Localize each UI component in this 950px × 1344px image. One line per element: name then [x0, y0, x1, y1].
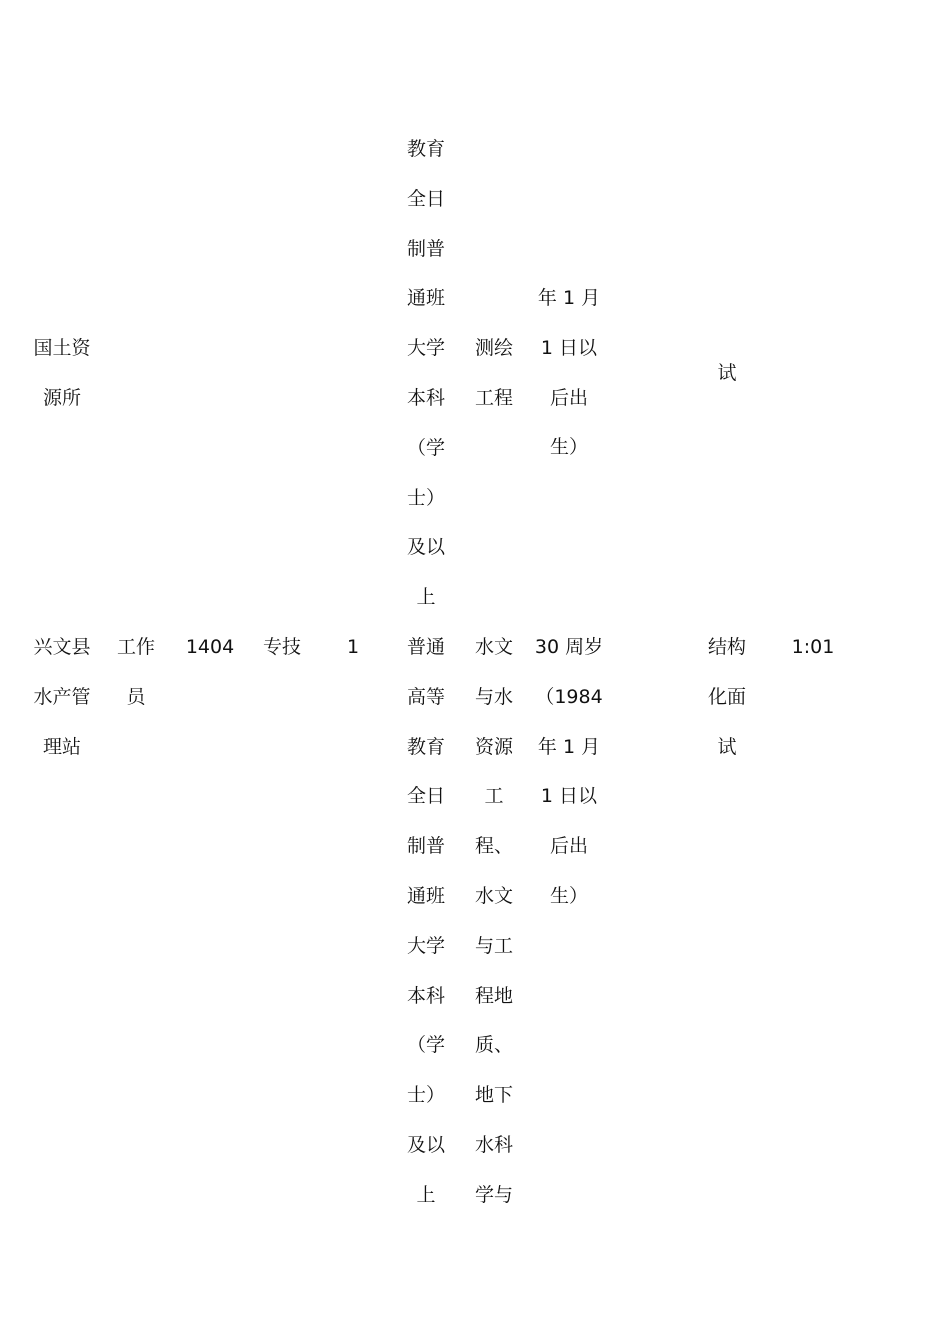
- text-line: 全日: [406, 785, 445, 808]
- text-line: 全日: [406, 187, 445, 210]
- text-line: 及以: [406, 1133, 445, 1156]
- text-line: （1984: [535, 685, 603, 708]
- text-line: 程、: [474, 835, 513, 858]
- text-line: 生）: [549, 436, 588, 459]
- unit-cell: [28, 623, 96, 772]
- text-line: 士）: [406, 486, 445, 509]
- age-cell: [530, 274, 608, 473]
- post-code-cell: [180, 623, 240, 673]
- text-line: 专技: [262, 636, 301, 658]
- text-line: 高等: [406, 685, 445, 708]
- text-line: 兴文县: [33, 636, 91, 658]
- text-line: 士）: [406, 1084, 445, 1107]
- text-line: 地下: [474, 1084, 513, 1107]
- text-line: 教育: [406, 735, 445, 758]
- text-line: 水科: [474, 1133, 513, 1156]
- text-line: 与水: [474, 685, 513, 708]
- text-line: 1 日以: [540, 336, 598, 359]
- major-cell: [468, 324, 520, 424]
- text-line: 工作: [116, 636, 155, 658]
- text-line: 工程: [474, 386, 513, 409]
- age-cell: [530, 623, 608, 922]
- text-line: 制普: [406, 835, 445, 858]
- text-line: 试: [717, 362, 737, 384]
- education-cell: [400, 623, 452, 1221]
- education-cell: [400, 125, 452, 623]
- text-line: 后出: [549, 835, 588, 858]
- count-cell: [336, 623, 370, 673]
- text-line: 大学: [406, 934, 445, 957]
- text-line: 资源: [474, 735, 513, 758]
- exam-cell: [700, 349, 754, 399]
- text-line: 与工: [474, 934, 513, 957]
- text-line: 化面: [707, 685, 746, 708]
- text-line: 普通: [406, 636, 445, 658]
- text-line: 水文: [474, 636, 513, 658]
- ratio-cell: [782, 623, 844, 673]
- text-line: 1: [346, 636, 360, 658]
- post-type-cell: [110, 623, 162, 723]
- text-line: （学: [406, 1034, 445, 1057]
- text-line: 1 日以: [540, 785, 598, 808]
- text-line: 及以: [406, 536, 445, 559]
- major-cell: [468, 623, 520, 1221]
- text-line: 年 1 月: [537, 287, 601, 309]
- text-line: 本科: [406, 984, 445, 1007]
- text-line: 大学: [406, 337, 445, 360]
- category-cell: [256, 623, 308, 673]
- text-line: 后出: [549, 386, 588, 409]
- text-line: 测绘: [474, 337, 513, 359]
- text-line: 结构: [707, 636, 746, 658]
- text-line: （学: [406, 436, 445, 459]
- text-line: 学与: [474, 1183, 513, 1206]
- text-line: 员: [126, 685, 146, 708]
- text-line: 年 1 月: [537, 735, 601, 758]
- text-line: 上: [416, 1183, 436, 1206]
- text-line: 水产管: [33, 685, 91, 708]
- text-line: 1404: [185, 636, 235, 658]
- exam-cell: [700, 623, 754, 772]
- text-line: 教育: [406, 138, 445, 160]
- text-line: 制普: [406, 237, 445, 260]
- text-line: 理站: [42, 735, 81, 758]
- text-line: 本科: [406, 386, 445, 409]
- unit-cell: [28, 324, 96, 424]
- text-line: 30 周岁: [534, 636, 604, 658]
- text-line: 1:01: [791, 636, 835, 658]
- text-line: 源所: [42, 386, 81, 409]
- text-line: 生）: [549, 884, 588, 907]
- text-line: 国土资: [33, 337, 91, 359]
- text-line: 水文: [474, 884, 513, 907]
- text-line: 试: [717, 735, 737, 758]
- text-line: 程地: [474, 984, 513, 1007]
- text-line: 通班: [406, 884, 445, 907]
- text-line: 通班: [406, 287, 445, 310]
- text-line: 工: [484, 785, 504, 808]
- text-line: 上: [416, 586, 436, 609]
- text-line: 质、: [474, 1034, 513, 1057]
